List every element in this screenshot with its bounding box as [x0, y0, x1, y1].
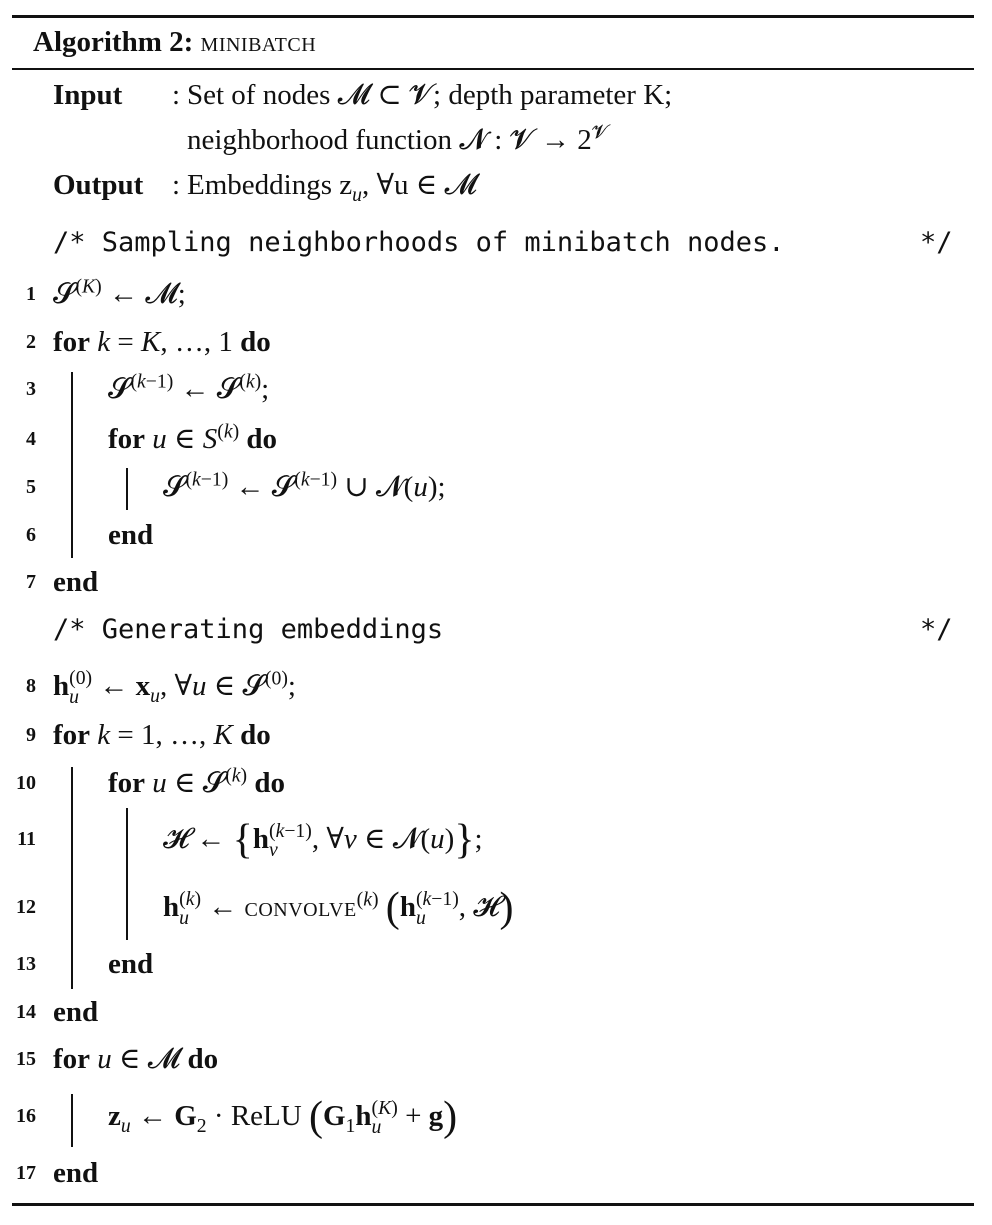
comment-generating-end: */ [920, 614, 953, 645]
line-number: 2 [26, 331, 36, 353]
bottom-rule [12, 1203, 974, 1206]
line-number: 9 [26, 724, 36, 746]
algo-line-4 [0, 416, 992, 462]
algo-line-15 [0, 1036, 992, 1082]
line-content: 𝓗 ← {h (k−1) v , ∀v ∈ 𝓝(u)}; [163, 817, 483, 864]
line-content: for u ∈ 𝓢$^{(k)}$ do [108, 764, 285, 799]
line-number: 1 [26, 283, 36, 305]
output-block [53, 165, 143, 205]
line-number: 7 [26, 571, 36, 593]
indent-bar-loop-3 [71, 1094, 73, 1147]
line-content: for u ∈ 𝓜 do [53, 1043, 219, 1075]
input-line-2 [187, 120, 608, 160]
line-number: 14 [16, 1001, 36, 1023]
algo-line-10 [0, 760, 992, 806]
algo-line-3 [0, 366, 992, 412]
comment-sampling: /* Sampling neighborhoods of minibatch nodes. [53, 227, 785, 258]
algo-line-13 [0, 941, 992, 987]
comment-generating: /* Generating embeddings [53, 614, 444, 645]
line-number: 12 [16, 896, 36, 918]
comment-sampling-end: */ [920, 227, 953, 258]
algo-line-8 [0, 663, 992, 709]
indent-bar-inner-loop-2 [126, 808, 128, 940]
input-line-2-text: neighborhood function 𝓝 : 𝓥 → 2 [187, 124, 592, 156]
line-content: h (0) u ← $x_u$, ∀u ∈ 𝓢$^{(0)}$; [53, 666, 296, 709]
line-content: for k = K, …, 1 do [53, 326, 271, 358]
indent-bar-inner-loop-1 [126, 468, 128, 510]
line-content: end [108, 519, 154, 551]
indent-bar-loop-2 [71, 767, 73, 989]
line-number: 10 [16, 772, 36, 794]
input-colon: : [172, 79, 181, 111]
output-label: Output [53, 169, 144, 201]
algo-line-11 [0, 816, 992, 862]
line-content: 𝓢$^{(k-1)}$ ← 𝓢$^{(k)}$; [108, 370, 270, 405]
line-number: 16 [16, 1105, 36, 1127]
line-number: 6 [26, 524, 36, 546]
line-number: 5 [26, 476, 36, 498]
line-content: 𝓢$^{(K)}$ ← 𝓜; [53, 275, 186, 310]
algo-line-1 [0, 271, 992, 317]
line-content: for k = 1, …, K do [53, 719, 271, 751]
line-content: end [53, 1157, 99, 1189]
indent-bar-loop-1 [71, 372, 73, 558]
top-rule [12, 15, 974, 18]
input-line-2-sup: 𝓥 [591, 121, 609, 144]
line-content: end [53, 996, 99, 1028]
line-content: for u ∈ $S^{(k)}$ do [108, 420, 278, 455]
line-number: 15 [16, 1048, 36, 1070]
line-content: end [108, 948, 154, 980]
output-colon: : [172, 169, 181, 201]
algorithm-name: minibatch [200, 26, 317, 58]
header-rule [12, 68, 974, 70]
algo-line-16 [0, 1093, 992, 1139]
line-content: 𝓢$^{(k-1)}$ ← 𝓢$^{(k-1)}$ ∪ 𝓝(u); [163, 468, 446, 503]
algo-line-9 [0, 712, 992, 758]
algo-line-12 [0, 884, 992, 930]
algo-line-17 [0, 1150, 992, 1196]
input-block [53, 75, 122, 115]
algo-line-6 [0, 512, 992, 558]
line-number: 17 [16, 1162, 36, 1184]
algo-line-14 [0, 989, 992, 1035]
line-number: 13 [16, 953, 36, 975]
input-line-1: Set of nodes 𝓜 ⊂ 𝓥; depth parameter K; [187, 79, 673, 111]
input-label: Input [53, 79, 123, 111]
algo-line-7 [0, 559, 992, 605]
line-number: 11 [17, 828, 36, 850]
output-text: Embeddings $z_u$, ∀u ∈ 𝓜 [187, 169, 477, 206]
line-content: end [53, 566, 99, 598]
algorithm-header [33, 22, 316, 62]
line-content: h (k) u ← convolve$^{(k)}$ (h (k−1) u , 𝓗) [163, 885, 514, 932]
line-content: $z_u$ ← $G_2$ · ReLU ($G_1h$ (K) u + g) [108, 1094, 458, 1141]
line-number: 4 [26, 428, 36, 450]
algo-line-5 [0, 464, 992, 510]
line-number: 8 [26, 675, 36, 697]
algorithm-label: Algorithm 2: [33, 26, 194, 58]
line-number: 3 [26, 378, 36, 400]
algo-line-2 [0, 319, 992, 365]
